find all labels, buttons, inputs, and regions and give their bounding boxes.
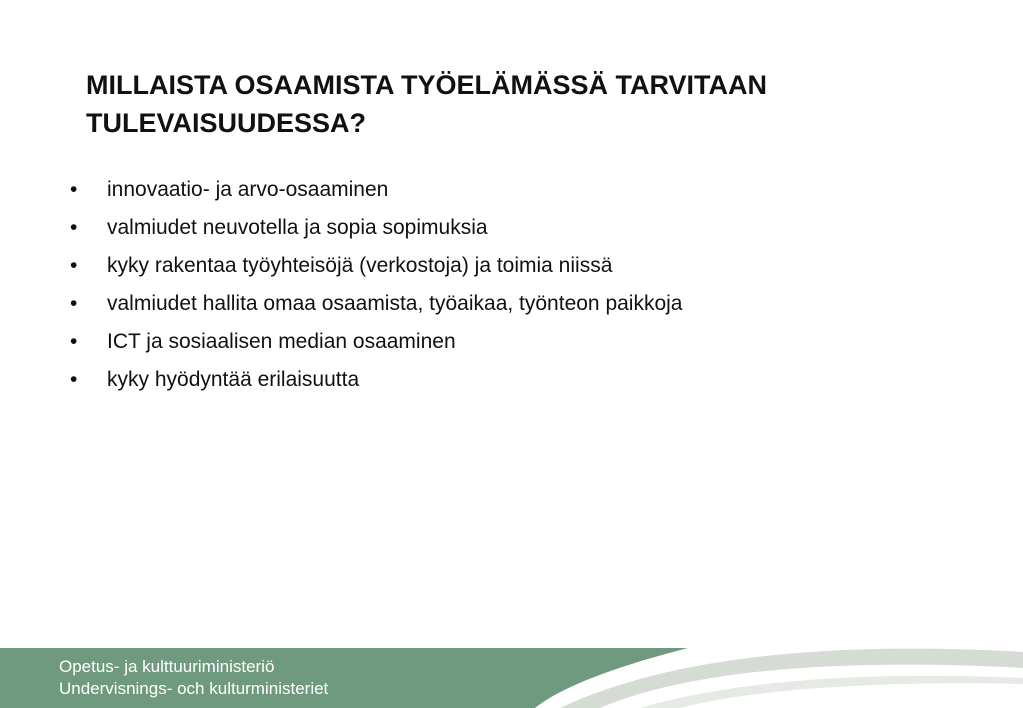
ministry-footer [0,648,1023,708]
slide-title-line-1: MILLAISTA OSAAMISTA TYÖELÄMÄSSÄ TARVITAAN [86,70,767,100]
bullet-dot-icon: • [70,254,78,277]
slide-title-line-2: TULEVAISUUDESSA? [86,108,367,138]
ministry-name-finnish: Opetus- ja kulttuuriministeriö [59,657,275,676]
bullet-item [66,323,683,361]
bullet-item [66,247,683,285]
bullet-dot-icon: • [70,368,78,391]
bullet-item [66,171,683,209]
ministry-name-swedish: Undervisnings- och kulturministeriet [59,679,329,698]
bullet-dot-icon: • [70,178,78,201]
bullet-item [66,285,683,323]
bullet-text: valmiudet neuvotella ja sopia sopimuksia [107,216,488,239]
bullet-item [66,361,683,399]
bullet-text: ICT ja sosiaalisen median osaaminen [107,330,456,353]
footer-swoosh-inner [640,676,1023,708]
bullet-text: valmiudet hallita omaa osaamista, työaikaa, työnteon paikkoja [107,292,683,315]
bullet-text: innovaatio- ja arvo-osaaminen [107,178,389,201]
bullet-list [66,171,683,399]
bullet-dot-icon: • [70,216,78,239]
bullet-text: kyky rakentaa työyhteisöjä (verkostoja) ja toimia niissä [107,254,613,277]
ministry-name [59,656,328,700]
bullet-dot-icon: • [70,330,78,353]
bullet-text: kyky hyödyntää erilaisuutta [107,368,360,391]
slide-title [86,66,966,142]
bullet-item [66,209,683,247]
bullet-dot-icon: • [70,292,78,315]
